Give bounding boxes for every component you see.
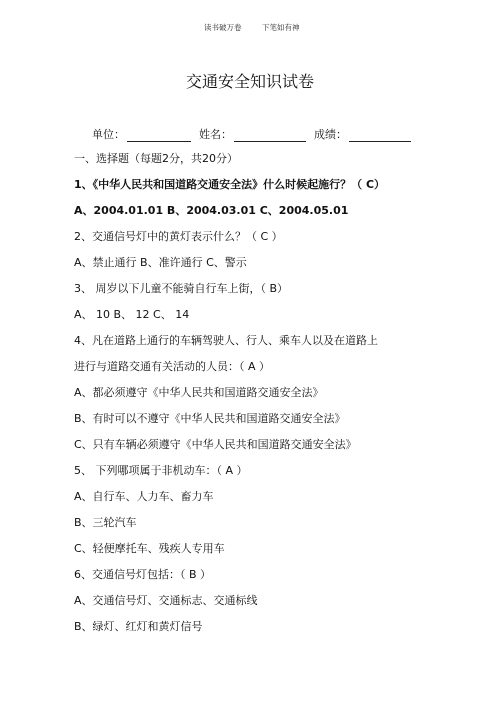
unit-blank xyxy=(127,129,191,142)
question-5: 5、 下列哪项属于非机动车：（ A ） xyxy=(74,464,248,477)
question-1: 1、《中华人民共和国道路交通安全法》什么时候起施行？（ C） xyxy=(74,178,386,191)
name-blank xyxy=(234,129,306,142)
score-label: 成绩： xyxy=(314,128,347,141)
question-4-option-b: B、有时可以不遵守《中华人民共和国道路交通安全法》 xyxy=(74,412,346,425)
section-heading: 一、选择题（每题2分，共20分） xyxy=(74,152,238,165)
question-1-options: A、2004.01.01 B、2004.03.01 C、2004.05.01 xyxy=(74,204,349,217)
question-5-option-b: B、三轮汽车 xyxy=(74,516,137,529)
question-5-option-a: A、自行车、人力车、畜力车 xyxy=(74,490,214,503)
header-left-motto: 读书破万卷 xyxy=(204,23,242,32)
question-4-option-a: A、都必须遵守《中华人民共和国道路交通安全法》 xyxy=(74,386,324,399)
score-blank xyxy=(349,129,411,142)
question-6-option-a: A、交通信号灯、交通标志、交通标线 xyxy=(74,594,258,607)
question-6: 6、交通信号灯包括：（ B ） xyxy=(74,568,212,581)
question-5-option-c: C、轻便摩托车、残疾人专用车 xyxy=(74,542,225,555)
question-6-option-b: B、绿灯、红灯和黄灯信号 xyxy=(74,620,203,633)
question-4-option-c: C、只有车辆必须遵守《中华人民共和国道路交通安全法》 xyxy=(74,438,357,451)
page-title: 交通安全知识试卷 xyxy=(185,72,314,91)
name-label: 姓名： xyxy=(199,128,232,141)
question-4-continued: 进行与道路交通有关活动的人员：（ A ） xyxy=(74,360,271,373)
question-2: 2、交通信号灯中的黄灯表示什么？（ C ） xyxy=(74,230,283,243)
page-header xyxy=(0,22,500,36)
unit-label: 单位： xyxy=(92,128,125,141)
question-3-options: A、 10 B、 12 C、 14 xyxy=(74,308,190,321)
header-right-motto: 下笔如有神 xyxy=(262,23,300,32)
info-line xyxy=(92,126,422,142)
question-3: 3、 周岁以下儿童不能骑自行车上街，（ B） xyxy=(74,282,289,295)
question-4: 4、凡在道路上通行的车辆驾驶人、行人、乘车人以及在道路上 xyxy=(74,334,378,347)
question-2-options: A、禁止通行 B、准许通行 C、警示 xyxy=(74,256,247,269)
